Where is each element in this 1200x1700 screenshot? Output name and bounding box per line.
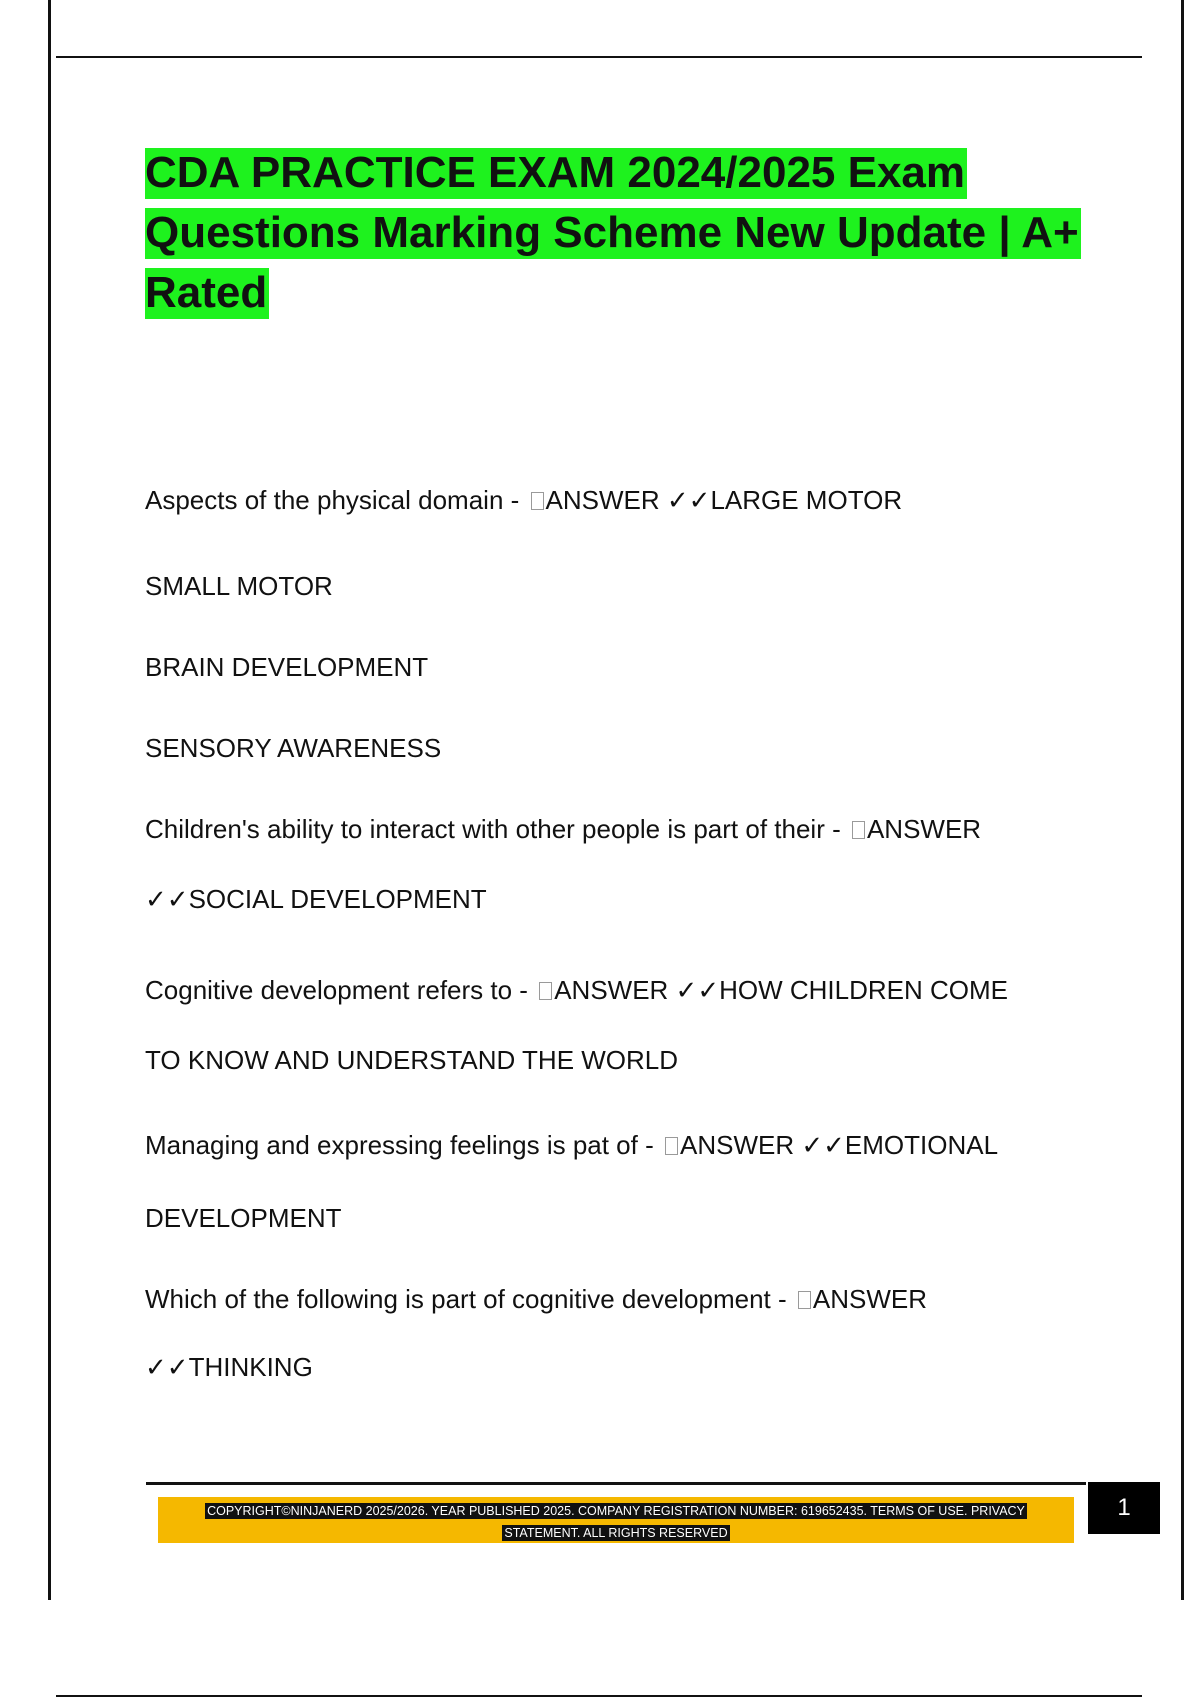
line-text: Managing and expressing feelings is pat of - [145, 1130, 661, 1160]
document-title [145, 143, 1105, 323]
page-number: 1 [1088, 1482, 1160, 1534]
line-text: Which of the following is part of cognitive development - [145, 1284, 794, 1314]
missing-glyph-icon [798, 1291, 811, 1309]
question-line [145, 484, 902, 516]
line-text: SMALL MOTOR [145, 571, 333, 601]
copyright-notice [170, 1500, 1062, 1544]
line-text: Aspects of the physical domain - [145, 485, 527, 515]
page-right-border [1181, 0, 1184, 1600]
line-text: DEVELOPMENT [145, 1203, 342, 1233]
missing-glyph-icon [531, 492, 544, 510]
question-line [145, 1283, 927, 1315]
line-text: ✓✓THINKING [145, 1352, 313, 1382]
line-answer: ANSWER ✓✓HOW CHILDREN COME [554, 975, 1009, 1005]
answer-line [145, 1202, 342, 1234]
answer-line [145, 883, 487, 915]
line-answer: ANSWER ✓✓LARGE MOTOR [545, 485, 903, 515]
missing-glyph-icon [539, 982, 552, 1000]
line-text: TO KNOW AND UNDERSTAND THE WORLD [145, 1045, 679, 1075]
line-text: ✓✓SOCIAL DEVELOPMENT [145, 884, 487, 914]
line-text: BRAIN DEVELOPMENT [145, 652, 429, 682]
question-line [145, 974, 1008, 1006]
line-text: Children's ability to interact with other people is part of their - [145, 814, 848, 844]
answer-line [145, 1044, 678, 1076]
line-text: SENSORY AWARENESS [145, 733, 442, 763]
question-line [145, 1129, 998, 1161]
answer-line [145, 1351, 313, 1383]
answer-line [145, 570, 333, 602]
answer-line [145, 732, 441, 764]
bottom-divider [56, 1695, 1142, 1697]
missing-glyph-icon [852, 821, 865, 839]
question-line [145, 813, 981, 845]
line-answer: ANSWER ✓✓EMOTIONAL [679, 1130, 999, 1160]
answer-line [145, 651, 428, 683]
top-divider [56, 56, 1142, 58]
line-answer: ANSWER [866, 814, 982, 844]
line-answer: ANSWER [812, 1284, 928, 1314]
line-text: Cognitive development refers to - [145, 975, 536, 1005]
footer-divider [146, 1482, 1086, 1485]
copyright-line-1: COPYRIGHT©NINJANERD 2025/2026. YEAR PUBLISHED 2025. COMPANY REGISTRATION NUMBER: 619652435. TERMS OF USE. PRIVACY [207, 1504, 1025, 1518]
missing-glyph-icon [665, 1137, 678, 1155]
copyright-line-2: STATEMENT. ALL RIGHTS RESERVED [504, 1526, 728, 1540]
document-title-text: CDA PRACTICE EXAM 2024/2025 Exam Questions Marking Scheme New Update | A+ Rated [145, 148, 1079, 317]
page-left-border [48, 0, 51, 1600]
